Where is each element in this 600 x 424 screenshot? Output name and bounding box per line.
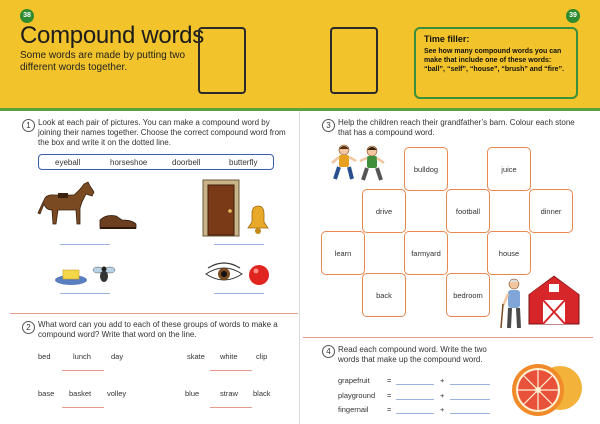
question-1-text: Look at each pair of pictures. You can make a compound word by joining their names together. Choose the correct compound word from the box and write it on the dotted line.	[38, 118, 286, 147]
page-title: Compound words	[20, 22, 204, 49]
word-box-item: horseshoe	[110, 158, 148, 167]
word-group-item: lunch	[73, 352, 91, 361]
answer-line	[60, 293, 110, 294]
equals-sign: =	[387, 376, 392, 385]
eye-picture	[204, 262, 244, 286]
barn-picture	[527, 272, 581, 326]
stone[interactable]: bedroom	[446, 273, 490, 317]
word-group-item: white	[220, 352, 238, 361]
compound-word: grapefruit	[338, 376, 370, 385]
word-group-item: black	[253, 389, 271, 398]
question-number-1: 1	[22, 119, 35, 132]
picture-frame-left	[198, 27, 246, 94]
word-box-item: butterfly	[229, 158, 258, 167]
answer-line	[210, 407, 252, 408]
equals-sign: =	[387, 391, 392, 400]
plus-sign: +	[440, 376, 445, 385]
word-box-item: doorbell	[172, 158, 201, 167]
children-picture	[326, 143, 390, 187]
grapefruit-picture	[508, 356, 584, 418]
time-filler-box	[414, 27, 578, 99]
header-divider	[0, 108, 600, 111]
fly-picture	[92, 262, 116, 286]
answer-line	[62, 370, 104, 371]
stone[interactable]: juice	[487, 147, 531, 191]
stone[interactable]: house	[487, 231, 531, 275]
stone[interactable]: drive	[362, 189, 406, 233]
plus-sign: +	[440, 405, 445, 414]
word-box-item: eyeball	[55, 158, 81, 167]
stone[interactable]: learn	[321, 231, 365, 275]
word-group-item: blue	[185, 389, 200, 398]
word-group-item: basket	[69, 389, 92, 398]
stone[interactable]: dinner	[529, 189, 573, 233]
equals-sign: =	[387, 405, 392, 414]
intro-text: Some words are made by putting two different words together.	[20, 50, 186, 73]
word-group-item: clip	[256, 352, 268, 361]
question-4-text: Read each compound word. Write the two words that make up the compound word.	[338, 345, 487, 364]
word-group-item: straw	[220, 389, 238, 398]
word-box	[38, 154, 274, 170]
word-group-item: base	[38, 389, 55, 398]
answer-line	[62, 407, 104, 408]
question-number-4: 4	[322, 345, 335, 358]
plus-sign: +	[440, 391, 445, 400]
word-group-item: volley	[107, 389, 127, 398]
section-divider	[303, 337, 593, 338]
horse-picture	[36, 180, 98, 228]
stone[interactable]: football	[446, 189, 490, 233]
stone[interactable]: bulldog	[404, 147, 448, 191]
answer-line	[214, 293, 264, 294]
door-picture	[202, 179, 240, 237]
answer-line	[396, 384, 434, 385]
time-filler-title: Time filler:	[424, 34, 470, 44]
answer-line	[210, 370, 252, 371]
question-3-text: Help the children reach their grandfather’s barn. Colour each stone that has a compound word.	[338, 118, 575, 137]
answer-line	[450, 413, 490, 414]
picture-frame-right	[330, 27, 378, 94]
question-2-text: What word can you add to each of these groups of words to make a compound word? Write that word on the line.	[38, 320, 278, 339]
word-group-item: skate	[187, 352, 205, 361]
word-group-item: bed	[38, 352, 51, 361]
shoe-picture	[98, 212, 138, 230]
compound-word: playground	[338, 391, 376, 400]
stone[interactable]: back	[362, 273, 406, 317]
page-spine	[299, 111, 300, 424]
grandfather-picture	[500, 276, 528, 332]
ball-picture	[248, 264, 270, 286]
answer-line	[450, 384, 490, 385]
bell-picture	[246, 204, 270, 236]
question-number-2: 2	[22, 321, 35, 334]
answer-line	[450, 399, 490, 400]
page-number-left: 38	[20, 9, 34, 23]
answer-line	[396, 399, 434, 400]
time-filler-text: See how many compound words you can make that include one of these words: “ball”, “self”, “house”, “brush” and “fire”.	[424, 48, 565, 73]
compound-word: fingernail	[338, 405, 369, 414]
question-number-3: 3	[322, 119, 335, 132]
section-divider	[10, 313, 298, 314]
word-group-item: day	[111, 352, 124, 361]
answer-line	[396, 413, 434, 414]
page-number-right: 39	[566, 9, 580, 23]
answer-line	[60, 244, 110, 245]
butter-picture	[54, 264, 88, 286]
stone[interactable]: farmyard	[404, 231, 448, 275]
answer-line	[214, 244, 264, 245]
